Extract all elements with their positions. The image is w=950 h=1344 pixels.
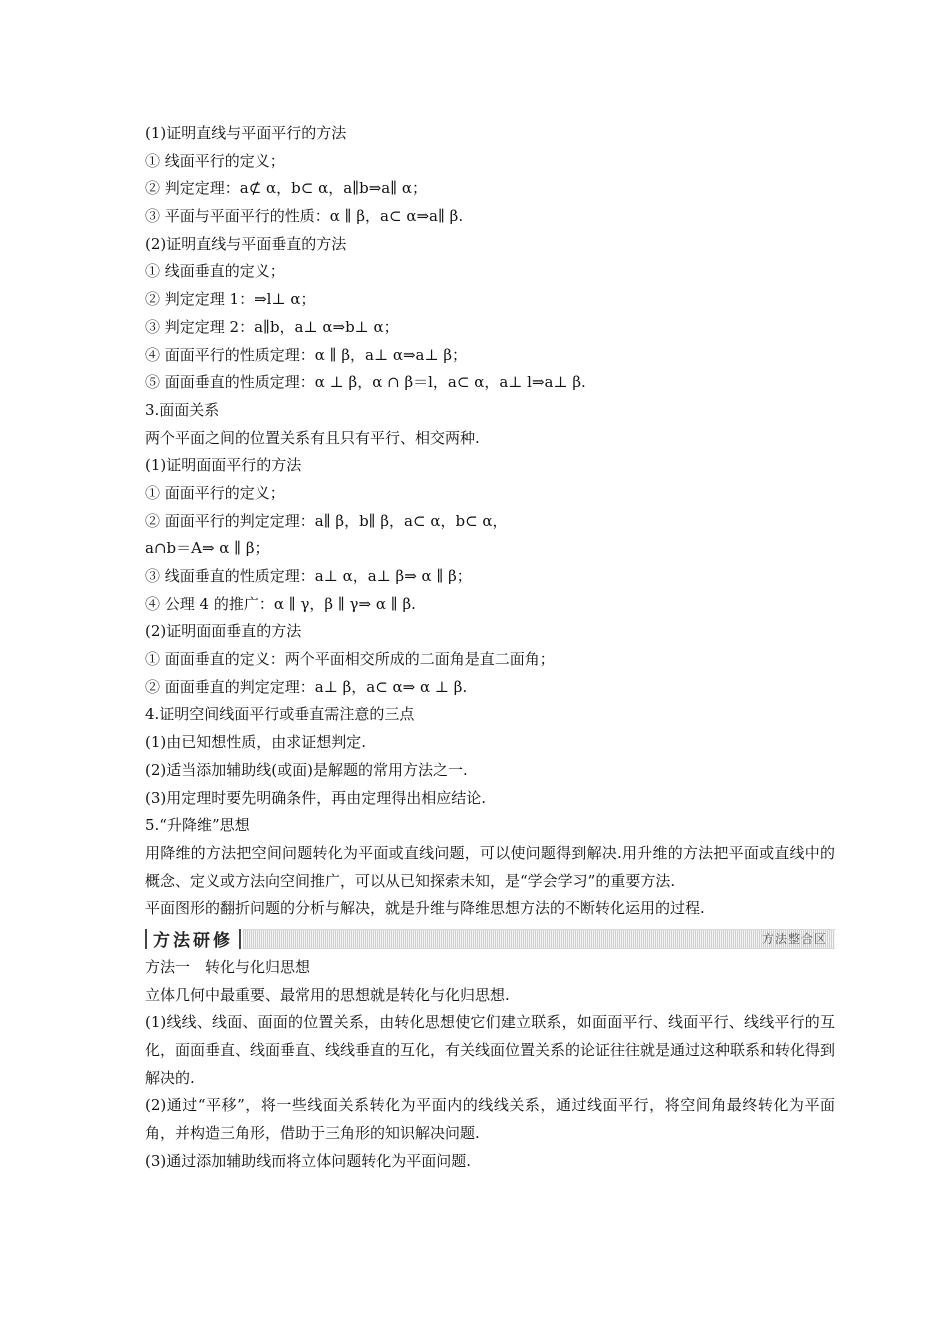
text-line: ② 面面平行的判定定理：a∥ β，b∥ β，a⊂ α，b⊂ α，	[145, 511, 508, 530]
text-line: (3)用定理时要先明确条件，再由定理得出相应结论.	[145, 788, 487, 807]
section-heading: 3.面面关系	[145, 400, 220, 419]
paragraph-fold: 平面图形的翻折问题的分析与解决，就是升维与降维思想方法的不断转化运用的过程.	[145, 899, 705, 918]
banner-bar-left	[145, 929, 147, 949]
text-line: ① 线面垂直的定义；	[145, 262, 285, 281]
text-line: ③ 线面垂直的性质定理：a⊥ α，a⊥ β⇒ α ∥ β；	[145, 567, 472, 585]
paragraph-b1: (1)线线、线面、面面的位置关系，由转化思想使它们建立联系，如面面平行、线面平行、线线平行的互化，面面垂直、线面垂直、线线垂直的互化，有关线面位置关系的论证往往就是通过这种联系和转化得到解决的.	[145, 1013, 836, 1087]
document-page	[145, 120, 835, 1176]
text-line: ④ 面面平行的性质定理：α ∥ β，a⊥ α⇒a⊥ β；	[145, 345, 468, 364]
text-line: a∩b＝A⇒ α ∥ β；	[145, 539, 270, 558]
text-line: ② 判定定理：a⊄ α，b⊂ α，a∥b⇒a∥ α；	[145, 179, 428, 198]
section-heading: 5.“升降维”思想	[145, 816, 250, 835]
text-line: (3)通过添加辅助线而将立体问题转化为平面问题.	[145, 1151, 472, 1170]
text-line: (1)证明直线与平面平行的方法	[145, 124, 347, 142]
text-line: ② 判定定理 1：⇒l⊥ α；	[145, 290, 316, 309]
method-heading: 方法一 转化与化归思想	[145, 957, 311, 976]
text-line: ③ 平面与平面平行的性质：α ∥ β，a⊂ α⇒a∥ β.	[145, 207, 464, 226]
banner-title: 方法研修	[153, 931, 233, 952]
text-line: (2)适当添加辅助线(或面)是解题的常用方法之一.	[145, 760, 468, 779]
text-line: 两个平面之间的位置关系有且只有平行、相交两种.	[145, 428, 480, 447]
banner-fill	[243, 929, 835, 949]
paragraph-updown: 用降维的方法把空间问题转化为平面或直线问题，可以使问题得到解决.用升维的方法把平面或直线中的概念、定义或方法向空间推广，可以从已知探索未知，是“学会学习”的重要方法.	[145, 843, 835, 890]
method-banner	[145, 925, 835, 953]
text-line: (1)由已知想性质，由求证想判定.	[145, 733, 367, 752]
section-heading: 4.证明空间线面平行或垂直需注意的三点	[145, 705, 415, 724]
text-line: ① 面面平行的定义；	[145, 483, 285, 502]
text-line: (2)证明面面垂直的方法	[145, 622, 302, 641]
text-line: ③ 判定定理 2：a∥b，a⊥ α⇒b⊥ α；	[145, 317, 399, 336]
text-line: ① 线面平行的定义；	[145, 151, 285, 170]
text-line: ⑤ 面面垂直的性质定理：α ⊥ β，α ∩ β＝l，a⊂ α，a⊥ l⇒a⊥ β.	[145, 373, 586, 392]
paragraph-b2: (2)通过“平移”，将一些线面关系转化为平面内的线线关系，通过线面平行，将空间角最终转化为平面角，并构造三角形，借助于三角形的知识解决问题.	[145, 1096, 835, 1143]
banner-tag: 方法整合区	[761, 932, 827, 947]
text-line: (2)证明直线与平面垂直的方法	[145, 234, 347, 253]
text-line: ④ 公理 4 的推广：α ∥ γ，β ∥ γ⇒ α ∥ β.	[145, 594, 416, 613]
text-line: 立体几何中最重要、最常用的思想就是转化与化归思想.	[145, 985, 510, 1004]
text-line: ② 面面垂直的判定定理：a⊥ β，a⊂ α⇒ α ⊥ β.	[145, 677, 468, 696]
banner-bar-right	[239, 929, 241, 949]
text-line: (1)证明面面平行的方法	[145, 456, 302, 475]
text-line: ① 面面垂直的定义：两个平面相交所成的二面角是直二面角；	[145, 650, 555, 669]
